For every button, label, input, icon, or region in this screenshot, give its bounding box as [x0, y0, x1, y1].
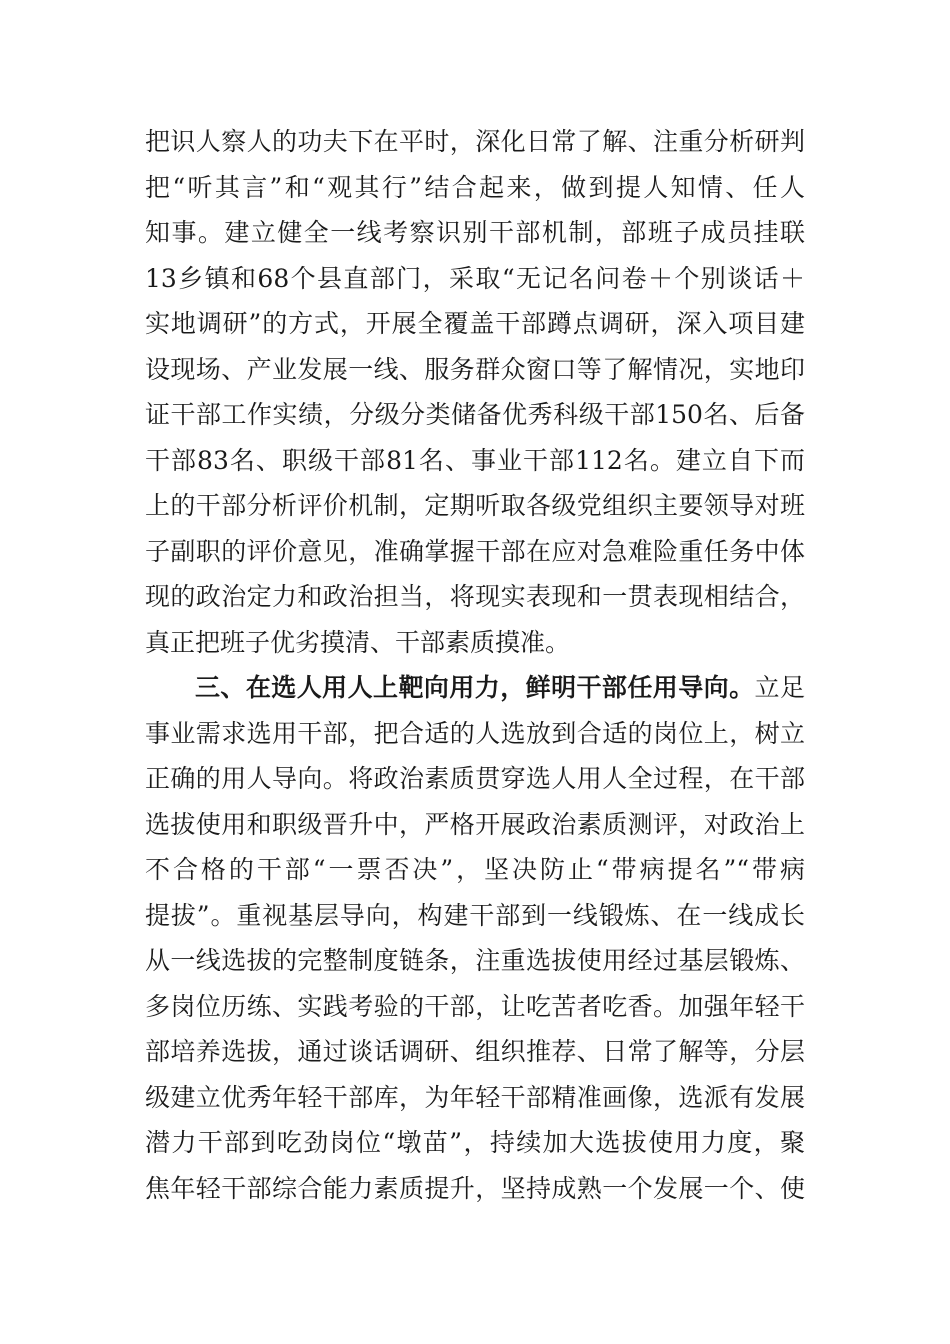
section-first-line: [145, 665, 805, 711]
text-line: 实地调研”的方式，开展全覆盖干部蹲点调研，深入项目建: [145, 309, 805, 338]
text-line: 现的政治定力和政治担当，将现实表现和一贯表现相结合，: [145, 582, 805, 611]
text-line: 事业需求选用干部，把合适的人选放到合适的岗位上，树立: [145, 718, 805, 748]
text-line: 不合格的干部“一票否决”，坚决防止“带病提名”“带病: [145, 855, 805, 884]
text-line: 部培养选拔，通过谈话调研、组织推荐、日常了解等，分层: [145, 1037, 805, 1066]
document-body: [145, 119, 805, 1211]
section-heading: 三、在选人用人上靶向用力，鲜明干部任用导向。: [195, 673, 755, 702]
text-line: 把识人察人的功夫下在平时，深化日常了解、注重分析研判: [145, 127, 805, 156]
text-line: 子副职的评价意见，准确掌握干部在应对急难险重任务中体: [145, 536, 805, 566]
text-line: 级建立优秀年轻干部库，为年轻干部精准画像，选派有发展: [145, 1082, 805, 1112]
text-line: 焦年轻干部综合能力素质提升，坚持成熟一个发展一个、使: [145, 1173, 805, 1203]
text-line: 干部83名、职级干部81名、事业干部112名。建立自下而: [145, 445, 805, 475]
text-line: 正确的用人导向。将政治素质贯穿选人用人全过程，在干部: [145, 764, 805, 793]
text-line: 从一线选拔的完整制度链条，注重选拔使用经过基层锻炼、: [145, 946, 805, 975]
text-line: 上的干部分析评价机制，定期听取各级党组织主要领导对班: [145, 491, 805, 520]
text-line: 提拔”。重视基层导向，构建干部到一线锻炼、在一线成长: [145, 900, 805, 930]
text-line: 设现场、产业发展一线、服务群众窗口等了解情况，实地印: [145, 354, 805, 384]
text-line: 知事。建立健全一线考察识别干部机制，部班子成员挂联: [145, 218, 805, 247]
text-line: 多岗位历练、实践考验的干部，让吃苦者吃香。加强年轻干: [145, 991, 805, 1021]
text-line: 真正把班子优劣摸清、干部素质摸准。: [145, 627, 571, 657]
text-line: 13乡镇和68个县直部门，采取“无记名问卷＋个别谈话＋: [145, 263, 805, 293]
text-line: 把“听其言”和“观其行”结合起来，做到提人知情、任人: [145, 172, 805, 202]
text-line: 潜力干部到吃劲岗位“墩苗”，持续加大选拔使用力度，聚: [145, 1128, 805, 1157]
section-heading-continuation: 立足: [754, 673, 805, 702]
text-line: 选拔使用和职级晋升中，严格开展政治素质测评，对政治上: [145, 809, 805, 839]
text-line: 证干部工作实绩，分级分类储备优秀科级干部150名、后备: [145, 400, 805, 429]
section-three-paragraph: [145, 665, 805, 1211]
paragraph-cadre-identification: [145, 119, 805, 665]
